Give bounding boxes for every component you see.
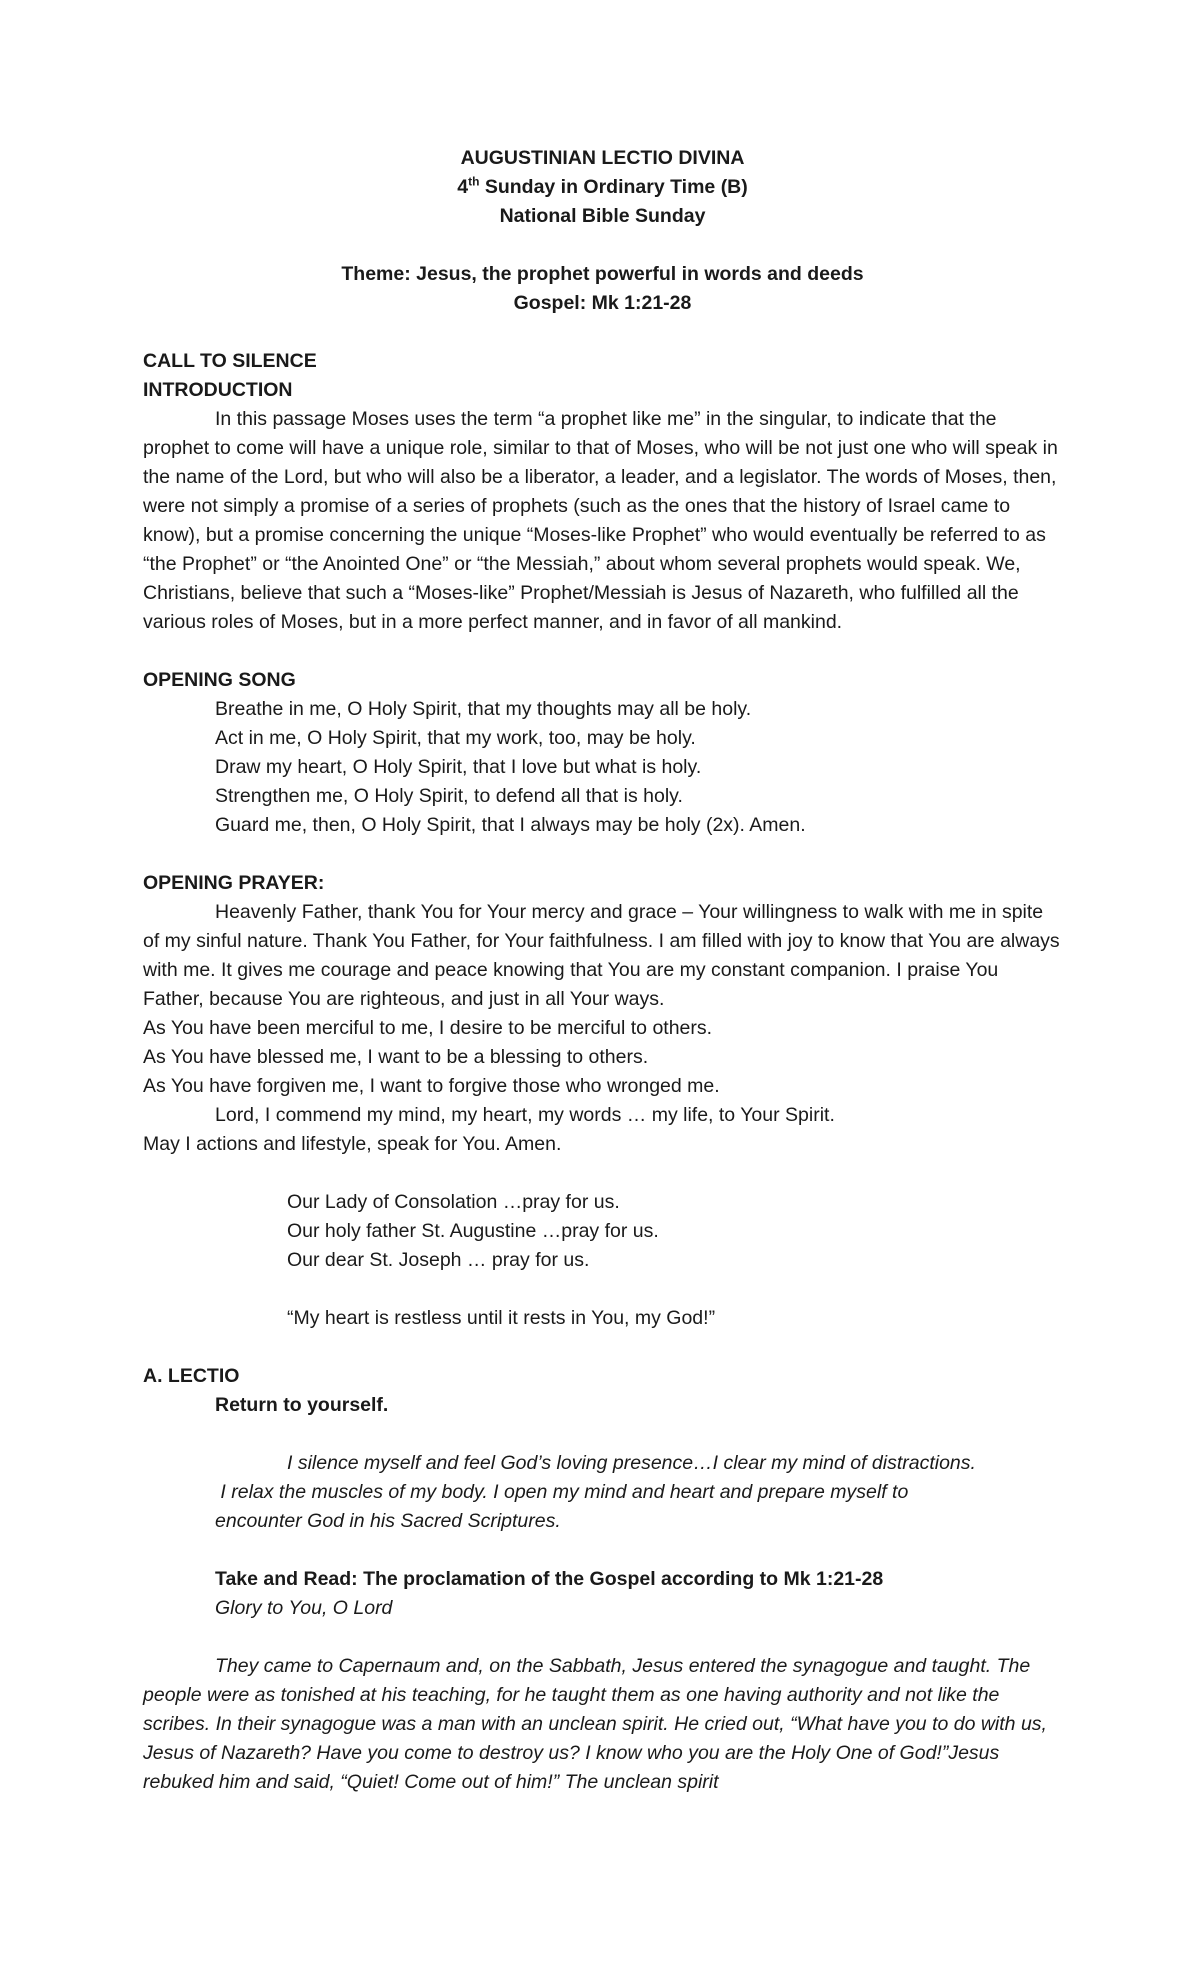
return-to-yourself: Return to yourself. (215, 1394, 389, 1416)
invocation-line: Our holy father St. Augustine …pray for us. (287, 1220, 659, 1242)
silence-line: I relax the muscles of my body. I open my mind and heart and prepare myself to (215, 1481, 909, 1503)
document-header (143, 144, 1062, 318)
introduction-heading: INTRODUCTION (143, 379, 293, 401)
opening-prayer-heading: OPENING PRAYER: (143, 872, 325, 894)
song-line: Strengthen me, O Holy Spirit, to defend all that is holy. (215, 785, 683, 807)
prayer-closing-line: May I actions and lifestyle, speak for You. Amen. (143, 1133, 562, 1155)
sunday-line (143, 173, 1062, 202)
glory-response: Glory to You, O Lord (215, 1597, 393, 1619)
opening-song-lyrics (143, 695, 1062, 840)
invocations (143, 1188, 1062, 1333)
introduction-text: In this passage Moses uses the term “a prophet like me” in the singular, to indicate that the prophet to come will have a unique role, similar to that of Moses, who will be not just one who will speak in the name of the Lord, but who will also be a liberator, a leader, and a legislator. The words of Moses, then, were not simply a promise of a series of prophets (such as the ones that the history of Israel came to know), but a promise concerning the unique “Moses-like Prophet” who would eventually be referred to as “the Prophet” or “the Anointed One” or “the Messiah,” about whom several prophets would speak. We, Christians, believe that such a “Moses-like” Prophet/Messiah is Jesus of Nazareth, who fulfilled all the various roles of Moses, but in a more perfect manner, and in favor of all mankind. (143, 408, 1058, 633)
song-line: Breathe in me, O Holy Spirit, that my thoughts may all be holy. (215, 698, 752, 720)
invocation-line: Our Lady of Consolation …pray for us. (287, 1191, 620, 1213)
prayer-line: As You have forgiven me, I want to forgive those who wronged me. (143, 1075, 720, 1097)
song-line: Guard me, then, O Holy Spirit, that I always may be holy (2x). Amen. (215, 814, 806, 836)
gospel-text: They came to Capernaum and, on the Sabbath, Jesus entered the synagogue and taught. The people were as tonished at his teaching, for he taught them as one having authority and not like the scribes. In their synagogue was a man with an unclean spirit. He cried out, “What have you to do with us, Jesus of Nazareth? Have you come to destroy us? I know who you are the Holy One of God!”Jesus rebuked him and said, “Quiet! Come out of him!” The unclean spirit (143, 1655, 1047, 1793)
take-and-read-heading: Take and Read: The proclamation of the Gospel according to Mk 1:21-28 (215, 1568, 884, 1590)
invocation-line: Our dear St. Joseph … pray for us. (287, 1249, 590, 1271)
opening-song-heading: OPENING SONG (143, 669, 296, 691)
document-subtitle: National Bible Sunday (499, 205, 706, 227)
song-line: Act in me, O Holy Spirit, that my work, too, may be holy. (215, 727, 696, 749)
gospel-reference: Gospel: Mk 1:21-28 (513, 292, 692, 314)
prayer-line: As You have been merciful to me, I desire to be merciful to others. (143, 1017, 713, 1039)
call-to-silence-heading: CALL TO SILENCE (143, 350, 317, 372)
augustine-quote: “My heart is restless until it rests in You, my God!” (287, 1307, 716, 1329)
silence-line: I silence myself and feel God’s loving presence…I clear my mind of distractions. (287, 1452, 976, 1474)
theme-line: Theme: Jesus, the prophet powerful in words and deeds (341, 263, 864, 285)
silence-line: encounter God in his Sacred Scriptures. (215, 1510, 561, 1532)
prayer-commend-line: Lord, I commend my mind, my heart, my words … my life, to Your Spirit. (215, 1104, 835, 1126)
lectio-heading: A. LECTIO (143, 1365, 240, 1387)
document-title: AUGUSTINIAN LECTIO DIVINA (460, 147, 745, 169)
sunday-rest: Sunday in Ordinary Time (B) (479, 176, 748, 198)
silence-instructions (143, 1449, 1062, 1536)
prayer-line: As You have blessed me, I want to be a blessing to others. (143, 1046, 649, 1068)
sunday-number: 4 (457, 176, 469, 198)
sunday-superscript: th (468, 174, 480, 189)
song-line: Draw my heart, O Holy Spirit, that I love but what is holy. (215, 756, 702, 778)
opening-prayer-paragraph: Heavenly Father, thank You for Your mercy and grace – Your willingness to walk with me in spite of my sinful nature. Thank You Father, for Your faithfulness. I am filled with joy to know that You are always with me. It gives me courage and peace knowing that You are my constant companion. I praise You Father, because You are righteous, and just in all Your ways. (143, 901, 1060, 1010)
